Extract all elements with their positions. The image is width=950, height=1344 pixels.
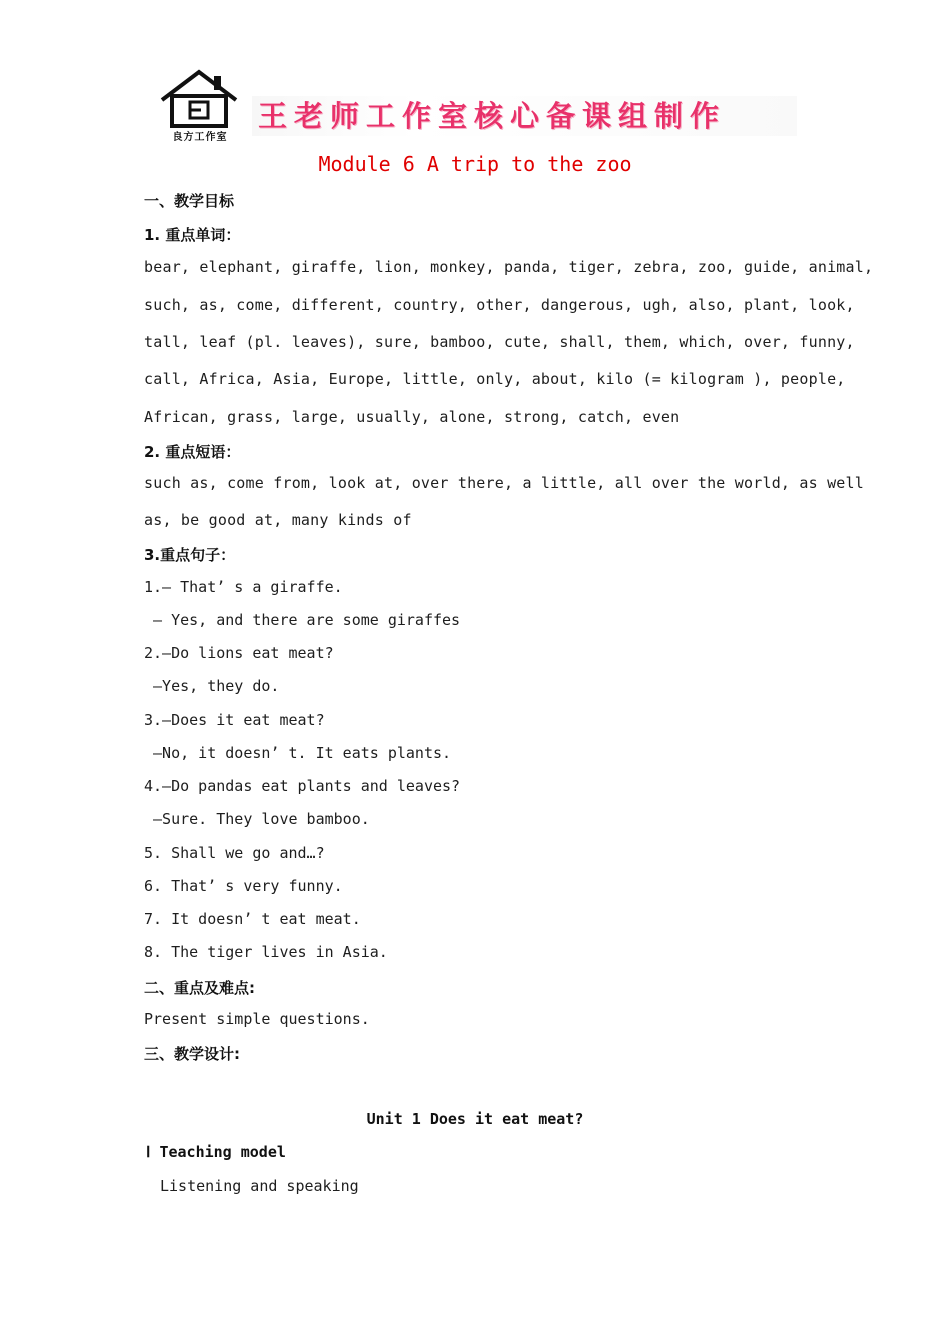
section2-text: Present simple questions. <box>144 1010 370 1028</box>
phrases-heading: 2. 重点短语： <box>144 443 241 461</box>
sentence-line: 2.—Do lions eat meat? <box>144 644 334 662</box>
sentence-line: 1.— That’ s a giraffe. <box>144 578 343 596</box>
house-logo-icon <box>156 66 242 146</box>
section1-heading: 一、教学目标 <box>144 192 235 210</box>
studio-banner <box>252 96 797 136</box>
sentence-line: 6. That’ s very funny. <box>144 877 343 895</box>
sentence-line: 8. The tiger lives in Asia. <box>144 943 388 961</box>
words-line: call, Africa, Asia, Europe, little, only, about, kilo (= kilogram ), people, <box>144 370 846 388</box>
sentence-line: — Yes, and there are some giraffes <box>144 611 461 629</box>
sentences-heading: 3.重点句子： <box>144 546 236 564</box>
sentence-line: —Sure. They love bamboo. <box>144 810 370 828</box>
teaching-model-heading: Ⅰ Teaching model <box>146 1143 286 1161</box>
words-line: such, as, come, different, country, other, dangerous, ugh, also, plant, look, <box>144 296 855 314</box>
sentence-line: 7. It doesn’ t eat meat. <box>144 910 361 928</box>
sentence-line: —No, it doesn’ t. It eats plants. <box>144 744 452 762</box>
phrases-line: such as, come from, look at, over there, a little, all over the world, as well <box>144 474 864 492</box>
section2-heading: 二、重点及难点: <box>144 979 255 997</box>
teaching-model-text: Listening and speaking <box>160 1177 359 1195</box>
phrases-line: as, be good at, many kinds of <box>144 511 412 529</box>
sentence-line: 4.—Do pandas eat plants and leaves? <box>144 777 461 795</box>
sentence-line: —Yes, they do. <box>144 677 280 695</box>
sentence-line: 5. Shall we go and…? <box>144 844 325 862</box>
page-header <box>156 66 796 146</box>
section3-heading: 三、教学设计: <box>144 1045 240 1063</box>
logo-caption: 良方工作室 <box>172 132 228 143</box>
words-line: tall, leaf (pl. leaves), sure, bamboo, cute, shall, them, which, over, funny, <box>144 333 855 351</box>
words-heading: 1. 重点单词： <box>144 226 241 244</box>
words-line: bear, elephant, giraffe, lion, monkey, panda, tiger, zebra, zoo, guide, animal, <box>144 258 874 276</box>
page-title: Module 6 A trip to the zoo <box>318 152 632 176</box>
words-line: African, grass, large, usually, alone, strong, catch, even <box>144 408 680 426</box>
unit-title: Unit 1 Does it eat meat? <box>366 1110 584 1128</box>
banner-text: 王老师工作室核心备课组制作 <box>258 99 727 133</box>
sentence-line: 3.—Does it eat meat? <box>144 711 325 729</box>
